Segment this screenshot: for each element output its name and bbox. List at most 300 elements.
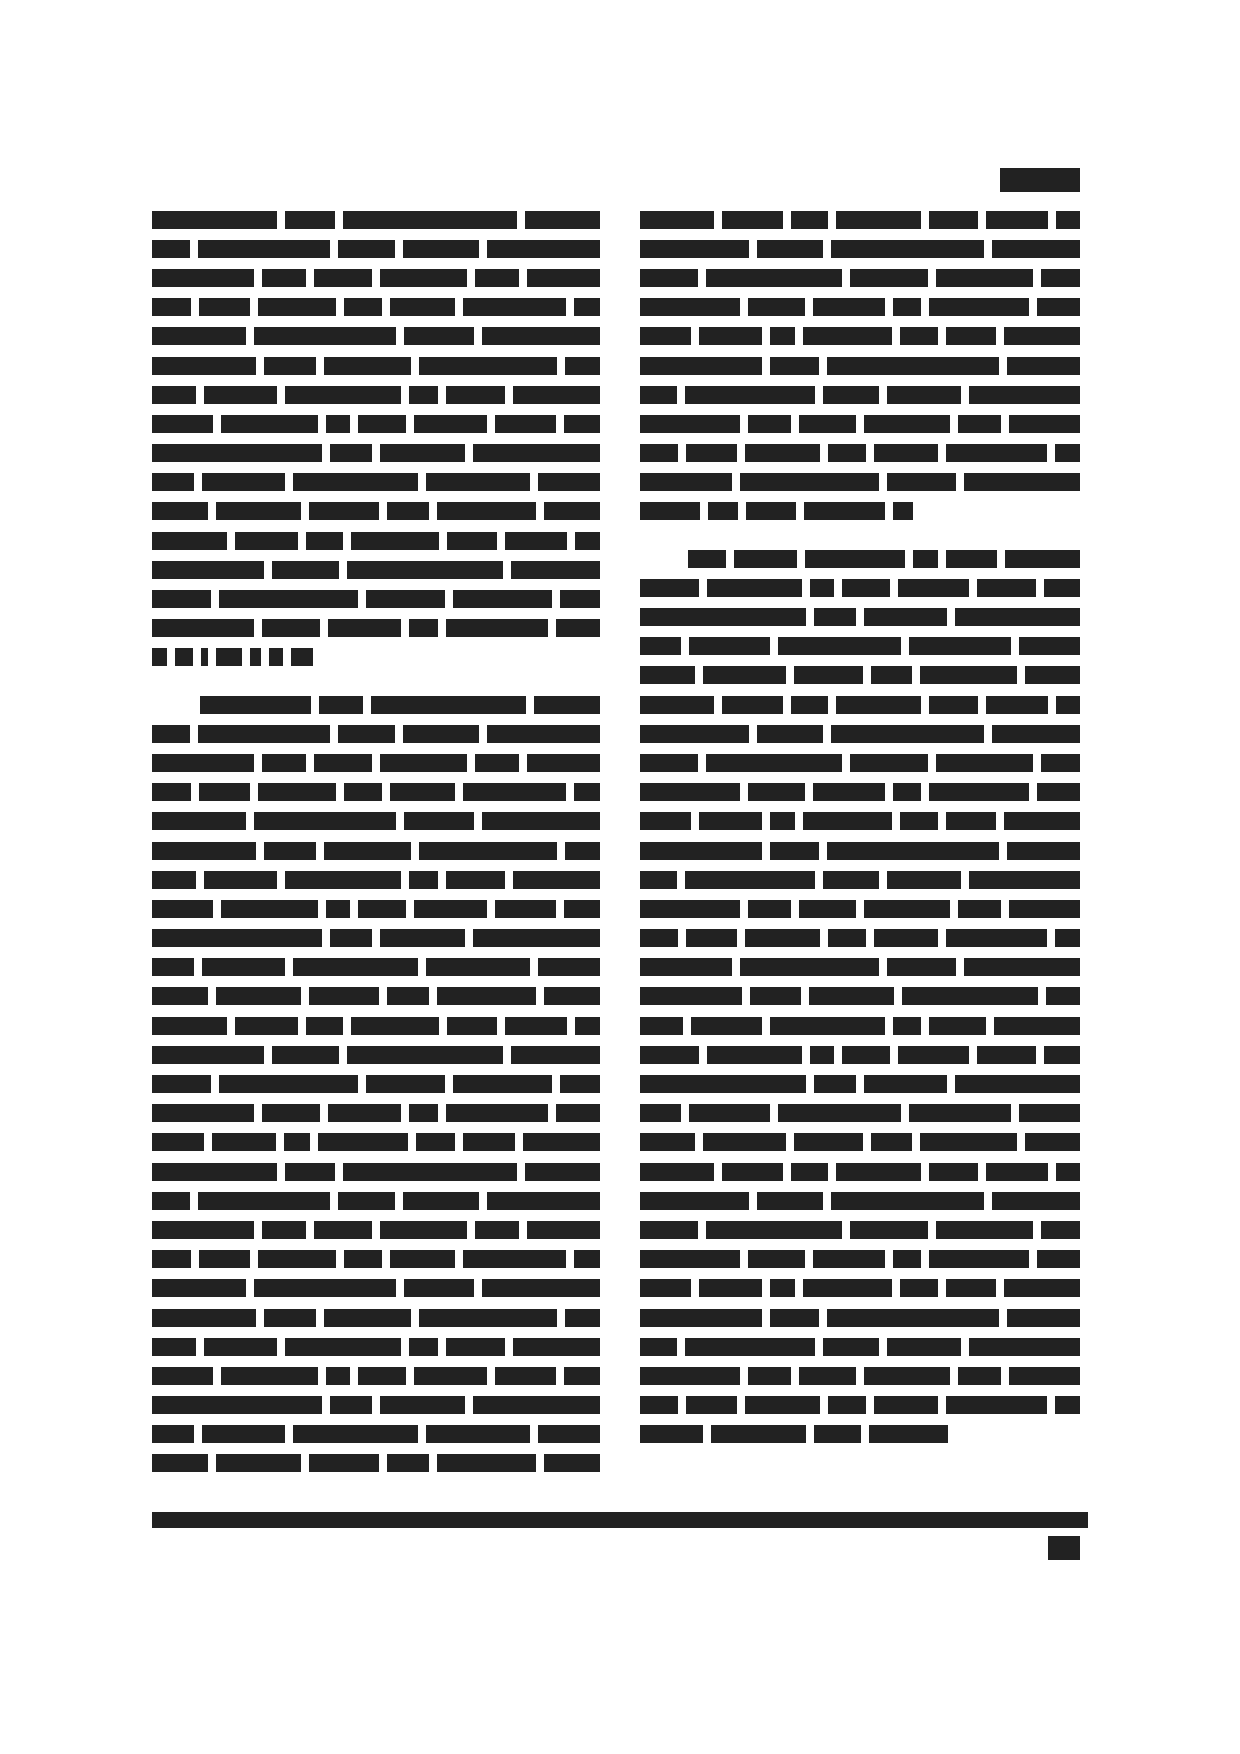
redacted-word-block [250,648,261,666]
redacted-word-block [929,211,978,229]
redacted-word-block [823,1338,879,1356]
text-line-redacted [640,1332,1080,1361]
redacted-word-block [152,1163,277,1181]
redacted-word-block [864,1367,950,1385]
redacted-word-block [426,1425,530,1443]
redacted-word-block [309,987,379,1005]
redacted-word-block [200,696,311,714]
redacted-word-block [328,619,401,637]
redacted-word-block [1037,783,1080,801]
redacted-word-block [640,298,740,316]
redacted-word-block [525,1163,600,1181]
right-column [640,205,1080,1449]
text-line-redacted [640,924,1080,953]
redacted-word-block [740,473,879,491]
redacted-word-block [902,987,1038,1005]
redacted-word-block [640,269,698,287]
redacted-word-block [152,1396,322,1414]
redacted-word-block [404,1279,475,1297]
redacted-word-block [964,473,1080,491]
redacted-word-block [640,958,732,976]
redacted-word-block [293,958,418,976]
redacted-word-block [262,1221,306,1239]
redacted-word-block [969,871,1080,889]
redacted-word-block [152,386,196,404]
redacted-word-block [1009,900,1080,918]
redacted-word-block [699,1279,762,1297]
redacted-word-block [152,590,211,608]
redacted-word-block [380,1221,467,1239]
redacted-word-block [358,1367,406,1385]
redacted-word-block [1019,1104,1080,1122]
redacted-word-block [221,900,318,918]
redacted-word-block [152,1017,227,1035]
redacted-word-block [864,900,950,918]
redacted-word-block [513,386,600,404]
redacted-word-block [640,579,699,597]
text-line-redacted [152,1420,600,1449]
redacted-word-block [564,415,600,433]
redacted-word-block [748,783,805,801]
redacted-word-block [836,696,922,714]
redacted-word-block [409,619,438,637]
redacted-word-block [525,211,600,229]
text-line-redacted [152,1011,600,1040]
redacted-word-block [640,1017,683,1035]
redacted-word-block [437,987,535,1005]
text-line-redacted [640,380,1080,409]
redacted-word-block [152,240,190,258]
redacted-word-block [706,269,842,287]
redacted-word-block [338,725,395,743]
redacted-word-block [850,1221,928,1239]
redacted-word-block [473,929,600,947]
text-line-redacted [640,544,1080,573]
redacted-word-block [1005,550,1080,568]
redacted-word-block [487,725,600,743]
redacted-word-block [745,1396,821,1414]
redacted-word-block [254,327,395,345]
redacted-word-block [745,444,821,462]
text-line-redacted [152,1391,600,1420]
redacted-word-block [453,1075,552,1093]
redacted-word-block [152,783,191,801]
redacted-word-block [640,1396,678,1414]
redacted-word-block [640,1133,695,1151]
redacted-word-block [513,871,600,889]
redacted-word-block [686,1396,737,1414]
redacted-word-block [216,987,300,1005]
redacted-word-block [1044,1046,1080,1064]
redacted-word-block [575,532,600,550]
redacted-word-block [291,648,313,666]
redacted-word-block [640,386,677,404]
redacted-word-block [319,696,363,714]
redacted-word-block [707,1046,802,1064]
redacted-word-block [390,298,455,316]
redacted-word-block [791,1163,828,1181]
text-line-redacted [640,1128,1080,1157]
redacted-word-block [640,240,749,258]
redacted-word-block [212,1133,277,1151]
redacted-word-block [380,754,467,772]
text-line-redacted [152,778,600,807]
text-line-redacted [640,1274,1080,1303]
redacted-word-block [324,357,411,375]
text-line-redacted [640,234,1080,263]
redacted-word-block [564,900,600,918]
redacted-word-block [390,783,455,801]
redacted-word-block [707,579,802,597]
redacted-word-block [893,783,922,801]
redacted-word-block [748,1250,805,1268]
redacted-word-block [152,211,277,229]
redacted-word-block [351,532,439,550]
redacted-word-block [900,327,938,345]
redacted-word-block [575,1017,600,1035]
redacted-word-block [640,929,678,947]
redacted-word-block [351,1017,439,1035]
redacted-word-block [929,1017,986,1035]
text-line-redacted [152,1215,600,1244]
redacted-word-block [556,1104,600,1122]
redacted-word-block [414,415,487,433]
text-line-redacted [152,719,600,748]
redacted-word-block [264,357,316,375]
redacted-word-block [152,812,246,830]
redacted-word-block [929,1163,978,1181]
redacted-word-block [913,550,938,568]
redacted-word-block [326,1367,350,1385]
redacted-word-block [803,1279,892,1297]
redacted-word-block [640,1250,740,1268]
redacted-word-block [640,637,681,655]
redacted-word-block [152,958,194,976]
redacted-word-block [640,1163,714,1181]
redacted-word-block [722,211,783,229]
redacted-word-block [1056,211,1081,229]
text-line-redacted [640,1215,1080,1244]
redacted-word-block [685,1338,815,1356]
redacted-word-block [574,1250,600,1268]
redacted-word-block [560,1075,600,1093]
redacted-word-block [986,211,1047,229]
redacted-word-block [343,1163,518,1181]
redacted-word-block [152,1046,264,1064]
redacted-word-block [262,1104,320,1122]
redacted-word-block [986,1163,1047,1181]
redacted-word-block [869,1425,948,1443]
redacted-word-block [285,211,335,229]
text-line-redacted [640,497,913,526]
redacted-word-block [198,240,330,258]
redacted-word-block [748,298,805,316]
text-line-redacted [152,748,600,777]
redacted-word-block [831,725,984,743]
redacted-word-block [219,590,358,608]
redacted-word-block [338,240,395,258]
text-line-redacted [152,1128,600,1157]
redacted-word-block [640,1425,703,1443]
redacted-word-block [338,1192,395,1210]
redacted-word-block [893,298,922,316]
redacted-word-block [152,561,264,579]
redacted-word-block [463,298,566,316]
redacted-word-block [527,754,600,772]
redacted-word-block [722,696,783,714]
redacted-word-block [1041,269,1080,287]
redacted-word-block [544,987,600,1005]
text-line-redacted [152,1245,600,1274]
redacted-word-block [306,532,344,550]
redacted-word-block [152,444,322,462]
redacted-word-block [198,725,330,743]
redacted-word-block [969,1338,1080,1356]
redacted-word-block [640,696,714,714]
text-line-redacted [640,982,1080,1011]
redacted-word-block [1025,666,1080,684]
redacted-word-block [463,1133,515,1151]
text-line-redacted [152,1186,600,1215]
redacted-word-block [640,415,740,433]
redacted-word-block [946,1279,997,1297]
redacted-word-block [909,637,1011,655]
redacted-word-block [734,550,797,568]
redacted-word-block [864,608,947,626]
redacted-word-block [874,929,937,947]
text-line-redacted [640,1069,1080,1098]
text-line-redacted [640,351,1080,380]
redacted-word-block [900,1279,938,1297]
redacted-word-block [640,725,749,743]
redacted-word-block [986,696,1047,714]
text-line-redacted [152,584,600,613]
redacted-word-block [831,240,984,258]
redacted-word-block [202,473,285,491]
text-line-redacted [152,1157,600,1186]
redacted-word-block [809,987,894,1005]
text-line-redacted [152,836,600,865]
redacted-word-block [871,1133,912,1151]
redacted-word-block [827,357,998,375]
redacted-word-block [640,666,695,684]
redacted-word-block [810,1046,834,1064]
text-line-redacted [152,1303,600,1332]
redacted-word-block [640,211,714,229]
text-line-redacted [640,836,1080,865]
redacted-word-block [447,1017,497,1035]
redacted-word-block [314,1221,372,1239]
redacted-word-block [328,1104,401,1122]
redacted-word-block [272,1046,339,1064]
redacted-word-block [152,269,254,287]
redacted-word-block [523,1133,600,1151]
redacted-word-block [343,211,518,229]
redacted-word-block [347,1046,503,1064]
paragraph-redacted [640,205,1080,526]
redacted-word-block [285,1338,402,1356]
redacted-word-block [565,842,600,860]
redacted-word-block [152,725,190,743]
redacted-word-block [403,240,479,258]
redacted-word-block [309,502,379,520]
redacted-word-block [836,1163,922,1181]
text-line-redacted [640,894,1080,923]
redacted-word-block [992,1192,1080,1210]
redacted-word-block [326,900,350,918]
redacted-word-block [152,929,322,947]
text-line-redacted [640,807,1080,836]
text-line-redacted [640,690,1080,719]
redacted-word-block [640,1309,762,1327]
redacted-word-block [416,1133,455,1151]
redacted-word-block [409,386,438,404]
redacted-word-block [152,357,256,375]
redacted-word-block [262,754,306,772]
redacted-word-block [813,783,884,801]
redacted-word-block [814,1075,856,1093]
redacted-word-block [358,415,406,433]
redacted-word-block [640,473,732,491]
text-line-redacted [640,661,1080,690]
redacted-word-block [152,473,194,491]
text-line-redacted [152,497,600,526]
redacted-word-block [850,754,928,772]
redacted-word-block [909,1104,1011,1122]
redacted-word-block [538,958,600,976]
redacted-word-block [380,1396,465,1414]
text-line-redacted [152,526,600,555]
redacted-word-block [794,1133,863,1151]
redacted-word-block [544,1454,600,1472]
redacted-word-block [893,502,913,520]
redacted-word-block [791,211,828,229]
redacted-word-block [936,269,1033,287]
redacted-word-block [640,1367,740,1385]
text-line-redacted [640,1303,1080,1332]
redacted-word-block [640,608,806,626]
redacted-word-block [969,386,1080,404]
redacted-word-block [887,473,956,491]
redacted-word-block [936,754,1033,772]
redacted-word-block [929,1250,1029,1268]
redacted-word-block [175,648,193,666]
text-line-redacted [152,924,600,953]
text-line-redacted [152,865,600,894]
text-line-redacted [640,719,1080,748]
redacted-word-block [152,502,208,520]
redacted-word-block [778,637,900,655]
text-line-redacted [152,614,600,643]
text-line-redacted [640,1099,1080,1128]
redacted-word-block [900,812,938,830]
redacted-word-block [564,1367,600,1385]
redacted-word-block [640,444,678,462]
text-line-redacted [152,1069,600,1098]
redacted-word-block [893,1250,922,1268]
redacted-word-block [703,666,786,684]
redacted-word-block [823,386,879,404]
text-line-redacted [640,602,1080,631]
redacted-word-block [152,1250,191,1268]
redacted-word-block [414,900,487,918]
redacted-word-block [235,1017,298,1035]
redacted-word-block [199,1250,251,1268]
redacted-word-block [640,900,740,918]
redacted-word-block [748,415,791,433]
redacted-word-block [380,929,465,947]
redacted-word-block [640,812,691,830]
footer-rule [152,1512,1088,1528]
redacted-word-block [475,754,519,772]
redacted-word-block [977,579,1036,597]
redacted-word-block [219,1075,358,1093]
redacted-word-block [446,619,548,637]
redacted-word-block [285,1163,335,1181]
redacted-word-block [1046,987,1080,1005]
redacted-word-block [152,1309,256,1327]
text-line-redacted [640,1040,1080,1069]
redacted-word-block [463,1250,566,1268]
redacted-word-block [534,696,600,714]
redacted-word-block [380,444,465,462]
text-line-redacted [152,643,313,672]
redacted-word-block [426,958,530,976]
paragraph-redacted [152,690,600,1478]
redacted-word-block [757,1192,823,1210]
redacted-word-block [314,754,372,772]
redacted-word-block [929,696,978,714]
redacted-word-block [640,502,700,520]
redacted-word-block [827,1309,998,1327]
redacted-word-block [560,590,600,608]
redacted-word-block [446,1104,548,1122]
redacted-word-block [437,502,535,520]
redacted-word-block [1007,1309,1080,1327]
redacted-word-block [409,1338,438,1356]
redacted-word-block [198,1192,330,1210]
redacted-word-block [306,1017,344,1035]
text-line-redacted [640,632,1080,661]
redacted-word-block [757,240,823,258]
redacted-word-block [403,1192,479,1210]
text-line-redacted [152,982,600,1011]
redacted-word-block [326,415,350,433]
running-head [1000,168,1080,192]
redacted-word-block [262,619,320,637]
redacted-word-block [898,1046,969,1064]
redacted-word-block [887,386,961,404]
redacted-word-block [711,1425,806,1443]
redacted-word-block [887,1338,961,1356]
redacted-word-block [204,1338,277,1356]
text-line-redacted [152,555,600,584]
redacted-word-block [538,473,600,491]
redacted-word-block [958,1367,1001,1385]
redacted-word-block [722,1163,783,1181]
redacted-word-block [1055,929,1080,947]
redacted-word-block [874,1396,937,1414]
redacted-word-block [920,666,1017,684]
redacted-word-block [371,696,526,714]
redacted-word-block [831,1192,984,1210]
page-number-redacted [1048,1536,1080,1560]
redacted-word-block [544,502,600,520]
redacted-word-block [152,754,254,772]
redacted-word-block [958,415,1001,433]
redacted-word-block [827,842,998,860]
redacted-word-block [419,842,558,860]
